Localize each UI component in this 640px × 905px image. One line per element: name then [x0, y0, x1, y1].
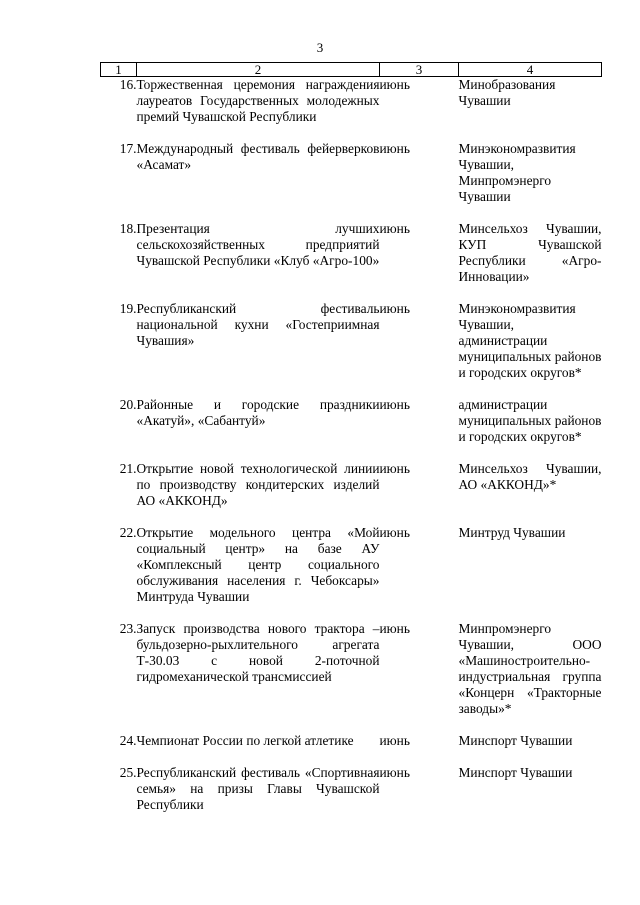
table-row: [101, 301, 602, 397]
page-number: 3: [316, 40, 324, 55]
table-row: [101, 765, 602, 829]
table-row: [101, 621, 602, 733]
event-date: июнь: [379, 397, 410, 412]
event-date: июнь: [379, 221, 410, 236]
event-date: июнь: [379, 301, 410, 316]
event-date: июнь: [379, 765, 410, 780]
row-number: 16.: [119, 77, 137, 92]
column-header: 4: [459, 63, 602, 77]
event-responsible: Минпромэнерго Чувашии, ООО «Машиностроительно-индустриальная группа «Концерн «Тракторные заводы»*: [458, 621, 602, 716]
event-name: Открытие новой технологической линии по производству кондитерских изделий АО «АККОНД»: [136, 461, 380, 508]
table-row: [101, 221, 602, 301]
event-name: Республиканский фестиваль «Спортивная семья» на призы Главы Чувашской Республики: [136, 765, 380, 812]
row-number: 19.: [119, 301, 137, 316]
row-number: 18.: [119, 221, 137, 236]
column-header: 2: [137, 63, 380, 77]
event-name: Чемпионат России по легкой атлетике: [136, 733, 354, 748]
event-date: июнь: [379, 525, 410, 540]
event-date: июнь: [379, 77, 410, 92]
table-row: [101, 525, 602, 621]
event-responsible: Минэкономразвития Чувашии, администрации муниципальных районов и городских округов*: [458, 301, 602, 380]
event-responsible: администрации муниципальных районов и городских округов*: [458, 397, 602, 444]
row-number: 21.: [119, 461, 137, 476]
table-row: [101, 397, 602, 461]
row-number: 23.: [119, 621, 137, 636]
event-name: Международный фестиваль фейерверков «Асамат»: [136, 141, 380, 172]
event-responsible: Минсельхоз Чувашии, АО «АККОНД»*: [458, 461, 602, 492]
event-name: Торжественная церемония награждения лауреатов Государственных молодежных премий Чувашской Республики: [136, 77, 380, 124]
events-table: [100, 62, 602, 829]
event-date: июнь: [379, 461, 410, 476]
event-name: Презентация лучших сельскохозяйственных предприятий Чувашской Республики «Клуб «Агро-100»: [136, 221, 380, 268]
event-responsible: Минтруд Чувашии: [458, 525, 566, 540]
event-name: Республиканский фестиваль национальной кухни «Гостеприимная Чувашия»: [136, 301, 380, 348]
row-number: 24.: [119, 733, 137, 748]
row-number: 17.: [119, 141, 137, 156]
column-header: 3: [380, 63, 459, 77]
row-number: 25.: [119, 765, 137, 780]
row-number: 20.: [119, 397, 137, 412]
event-name: Запуск производства нового трактора – бульдозерно-рыхлительного агрегата Т-30.03 с новой 2-поточной гидромеханической трансмиссией: [136, 621, 380, 684]
table-row: [101, 77, 602, 142]
event-date: июнь: [379, 733, 410, 748]
event-responsible: Минспорт Чувашии: [458, 733, 573, 748]
event-name: Районные и городские праздники «Акатуй», «Сабантуй»: [136, 397, 380, 428]
table-row: [101, 733, 602, 765]
column-header: 1: [101, 63, 137, 77]
event-date: июнь: [379, 141, 410, 156]
table-row: [101, 141, 602, 221]
table-row: [101, 461, 602, 525]
event-responsible: Минэкономразвития Чувашии, Минпромэнерго Чувашии: [458, 141, 576, 204]
row-number: 22.: [119, 525, 137, 540]
table-header-row: [101, 63, 602, 77]
event-responsible: Минобразования Чувашии: [458, 77, 556, 108]
event-name: Открытие модельного центра «Мой социальный центр» на базе АУ «Комплексный центр социального обслуживания населения г. Чебоксары» Минтруда Чувашии: [136, 525, 380, 604]
event-responsible: Минспорт Чувашии: [458, 765, 573, 780]
event-responsible: Минсельхоз Чувашии, КУП Чувашской Республики «Агро-Инновации»: [458, 221, 602, 284]
event-date: июнь: [379, 621, 410, 636]
